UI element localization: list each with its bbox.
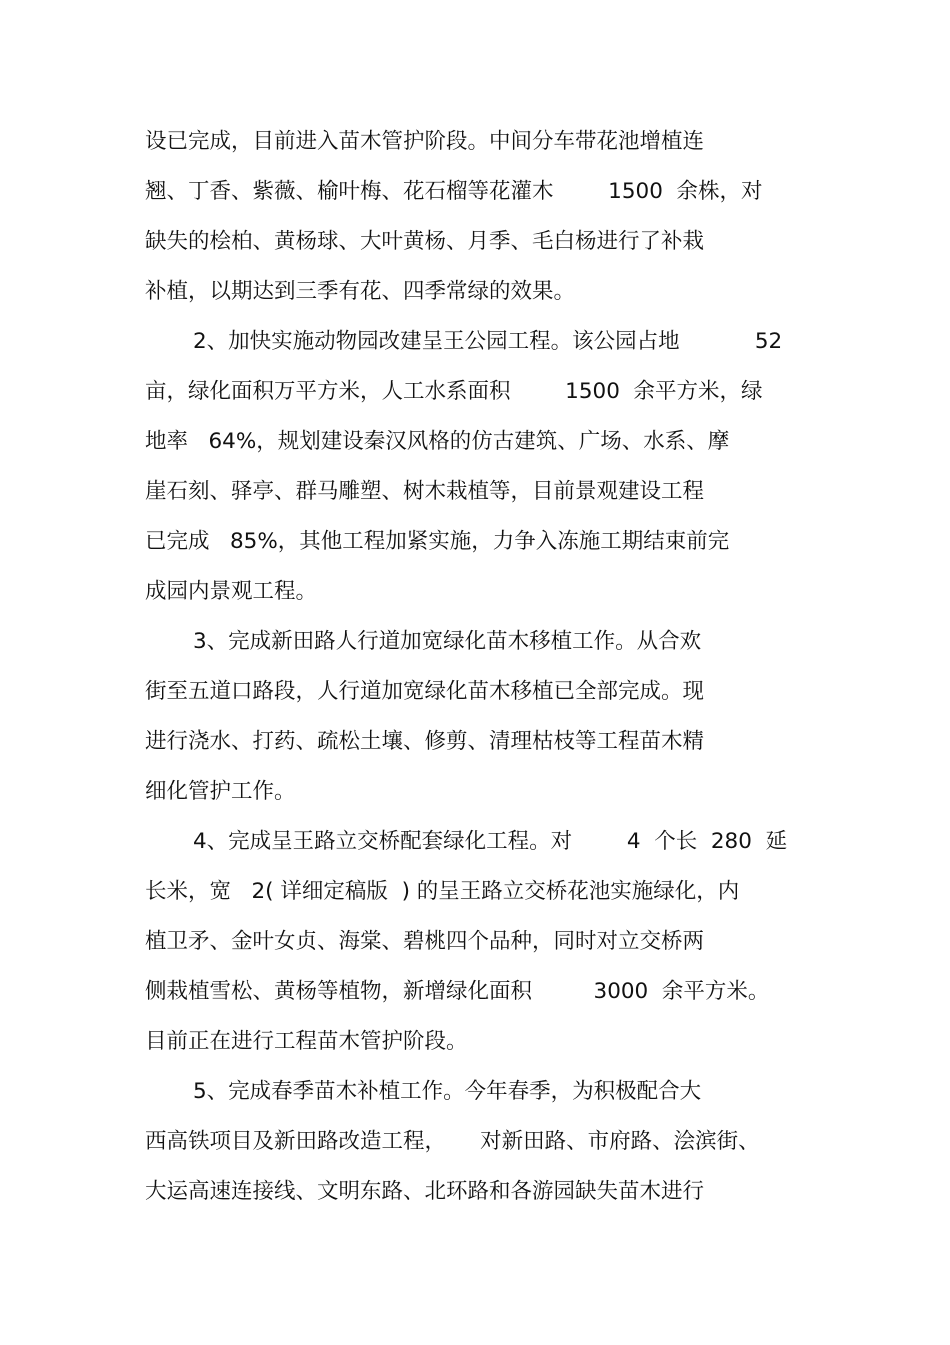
paragraph-2-heading-line: 2、加快实施动物园改建呈王公园工程。该公园占地 52: [193, 329, 783, 354]
text-line: 大运高速连接线、文明东路、北环路和各游园缺失苗木进行: [145, 1179, 705, 1204]
text-line: 侧栽植雪松、黄杨等植物，新增绿化面积 3000 余平方米。: [145, 979, 770, 1004]
paragraph-5-heading-line: 5、完成春季苗木补植工作。今年春季，为积极配合大: [193, 1079, 702, 1104]
text-line: 亩，绿化面积万平方米，人工水系面积 1500 余平方米，绿: [145, 379, 763, 404]
paragraph-4-heading-line: 4、完成呈王路立交桥配套绿化工程。对 4 个长 280 延: [193, 829, 788, 854]
text-line: 长米，宽 2( 详细定稿版 ) 的呈王路立交桥花池实施绿化，内: [145, 879, 740, 904]
text-line: 植卫矛、金叶女贞、海棠、碧桃四个品种，同时对立交桥两: [145, 929, 705, 954]
text-line: 西高铁项目及新田路改造工程， 对新田路、市府路、浍滨街、: [145, 1129, 760, 1154]
text-line: 缺失的桧柏、黄杨球、大叶黄杨、月季、毛白杨进行了补栽: [145, 229, 705, 254]
text-line: 已完成 85%，其他工程加紧实施，力争入冻施工期结束前完: [145, 529, 730, 554]
text-line: 崖石刻、驿亭、群马雕塑、树木栽植等，目前景观建设工程: [145, 479, 705, 504]
text-line: 成园内景观工程。: [145, 579, 318, 604]
text-line: 补植，以期达到三季有花、四季常绿的效果。: [145, 279, 576, 304]
text-line: 细化管护工作。: [145, 779, 296, 804]
text-line: 进行浇水、打药、疏松土壤、修剪、清理枯枝等工程苗木精: [145, 729, 705, 754]
text-line: 街至五道口路段，人行道加宽绿化苗木移植已全部完成。现: [145, 679, 705, 704]
text-line: 翘、丁香、紫薇、榆叶梅、花石榴等花灌木 1500 余株，对: [145, 179, 763, 204]
text-line: 地率 64%，规划建设秦汉风格的仿古建筑、广场、水系、摩: [145, 429, 730, 454]
paragraph-3-heading-line: 3、完成新田路人行道加宽绿化苗木移植工作。从合欢: [193, 629, 702, 654]
text-line: 目前正在进行工程苗木管护阶段。: [145, 1029, 468, 1054]
text-line: 设已完成，目前进入苗木管护阶段。中间分车带花池增植连: [145, 129, 705, 154]
